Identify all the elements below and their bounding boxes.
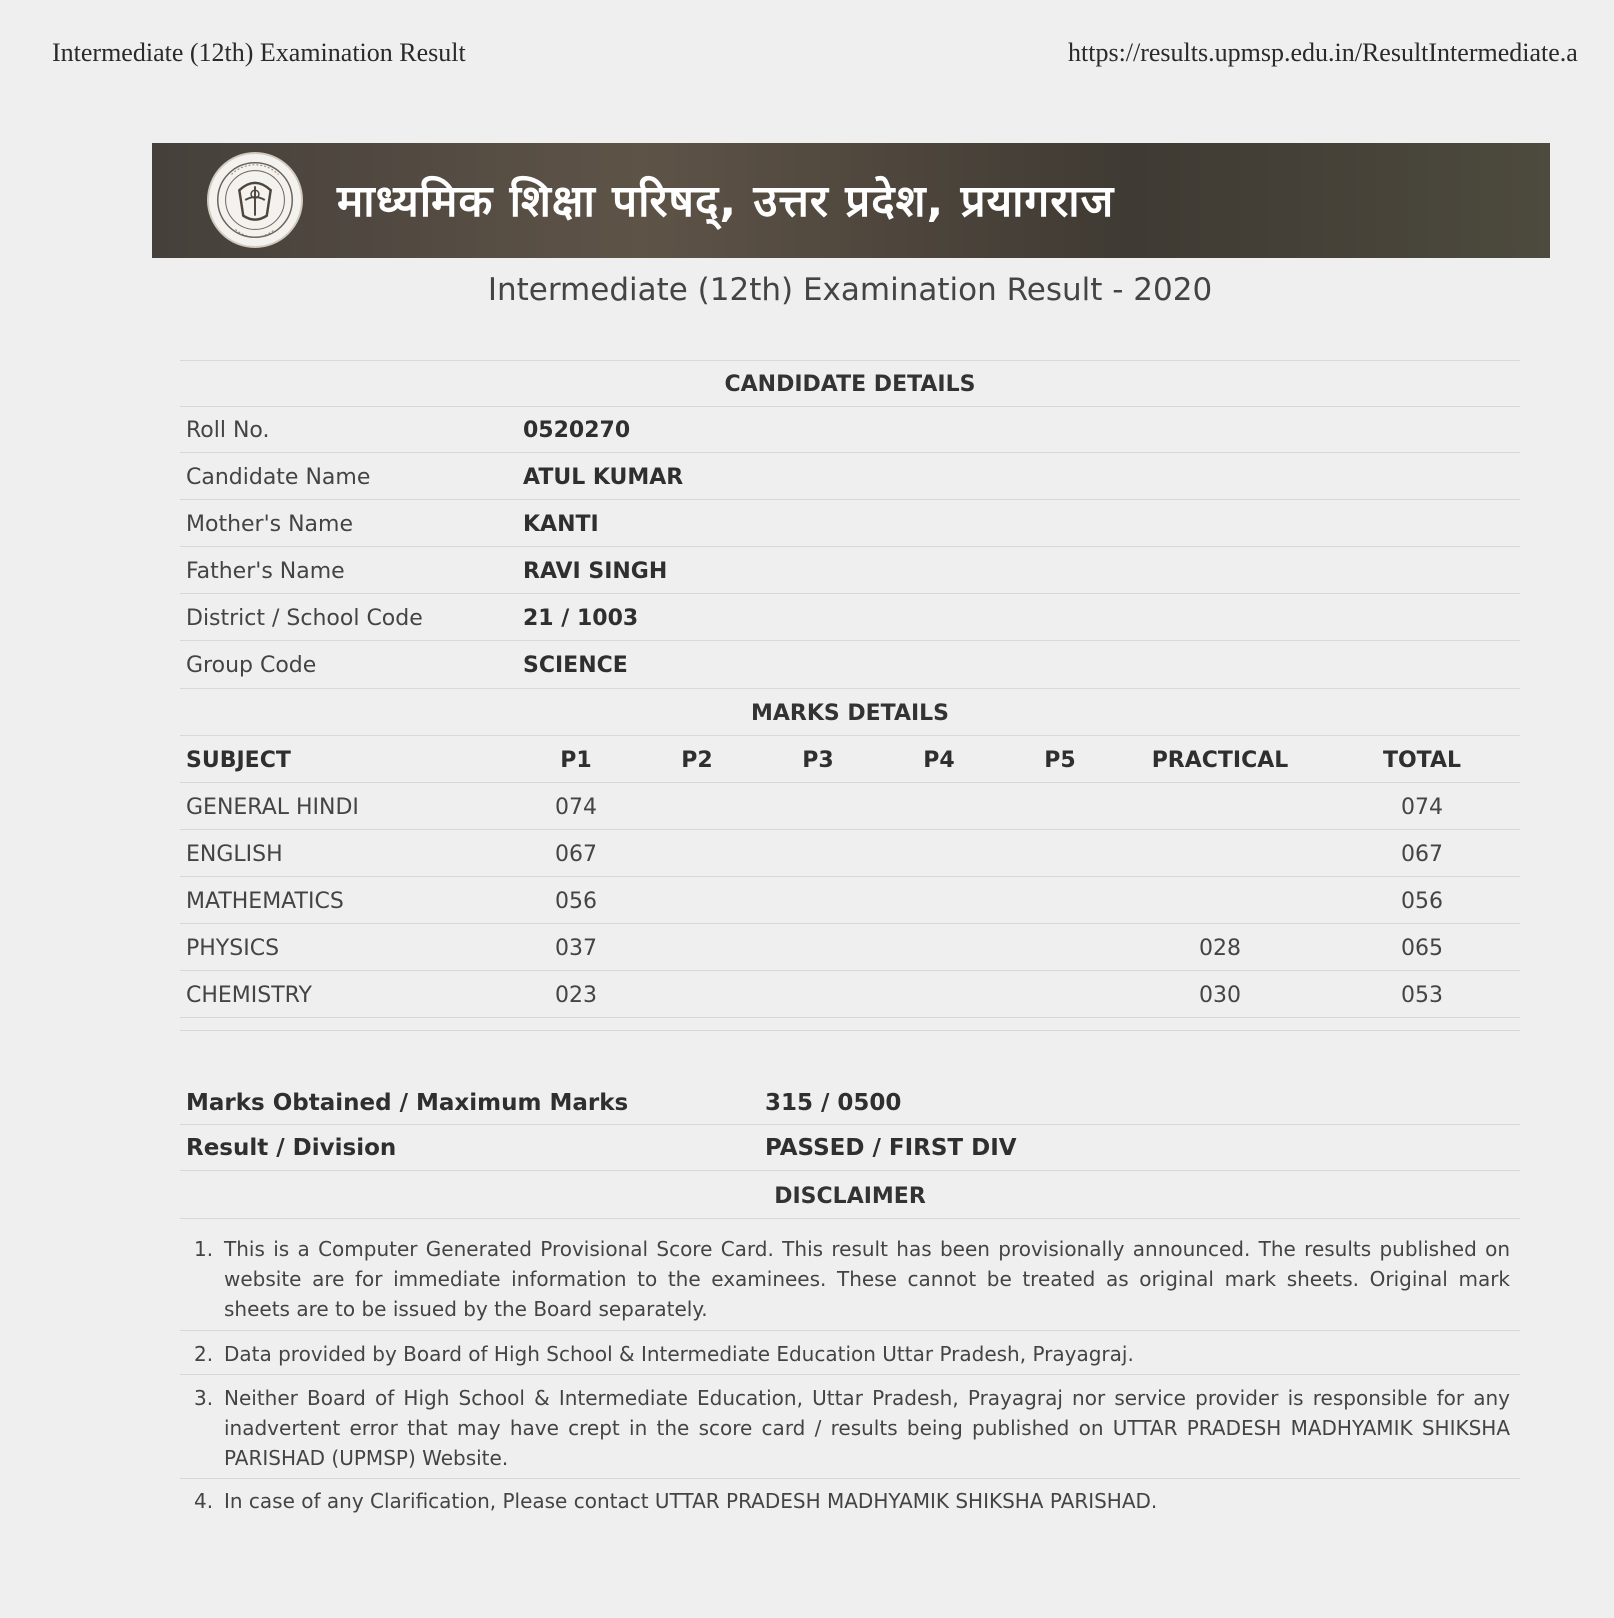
divider xyxy=(180,1478,1520,1479)
marks-cell-p1: 067 xyxy=(555,842,597,867)
marks-cell-p1: 056 xyxy=(555,889,597,914)
group-code-label: Group Code xyxy=(186,653,317,678)
marks-cell-total: 067 xyxy=(1401,842,1443,867)
disclaimer-number: 1. xyxy=(194,1237,214,1261)
column-header-subject: SUBJECT xyxy=(186,748,291,773)
divider xyxy=(180,1030,1520,1031)
divider xyxy=(180,1170,1520,1171)
marks-cell-subject: ENGLISH xyxy=(186,842,283,867)
divider xyxy=(180,782,1520,783)
column-header-p3: P3 xyxy=(802,748,834,773)
candidate-name-value: ATUL KUMAR xyxy=(523,465,684,490)
disclaimer-number: 3. xyxy=(194,1386,214,1410)
marks-cell-p1: 023 xyxy=(555,983,597,1008)
marks-cell-subject: CHEMISTRY xyxy=(186,983,312,1008)
page-title: Intermediate (12th) Examination Result - 2020 xyxy=(487,272,1213,308)
marks-cell-total: 074 xyxy=(1401,795,1443,820)
marks-cell-p1: 074 xyxy=(555,795,597,820)
divider xyxy=(180,640,1520,641)
mother-name-value: KANTI xyxy=(523,512,599,537)
roll-no-label: Roll No. xyxy=(186,418,270,443)
divider xyxy=(180,360,1520,361)
district-school-code-label: District / School Code xyxy=(186,606,423,631)
result-division-label: Result / Division xyxy=(186,1135,397,1161)
column-header-practical: PRACTICAL xyxy=(1151,748,1289,773)
marks-obtained-label: Marks Obtained / Maximum Marks xyxy=(186,1090,629,1116)
column-header-total: TOTAL xyxy=(1382,748,1462,773)
board-banner xyxy=(152,143,1550,258)
roll-no-value: 0520270 xyxy=(523,418,631,443)
table-row-divider xyxy=(180,970,1520,971)
divider xyxy=(180,1374,1520,1375)
table-row-divider xyxy=(180,923,1520,924)
divider xyxy=(180,1330,1520,1331)
marks-cell-subject: GENERAL HINDI xyxy=(186,795,359,820)
marks-details-heading: MARKS DETAILS xyxy=(750,701,950,726)
marks-cell-subject: MATHEMATICS xyxy=(186,889,344,914)
board-name-hindi: माध्यमिक शिक्षा परिषद्, उत्तर प्रदेश, प्रयागराज xyxy=(337,176,1115,227)
disclaimer-item xyxy=(194,1234,1510,1324)
marks-cell-total: 053 xyxy=(1401,983,1443,1008)
marks-cell-total: 065 xyxy=(1401,936,1443,961)
print-header-title: Intermediate (12th) Examination Result xyxy=(52,38,466,67)
table-row-divider xyxy=(180,1017,1520,1018)
divider xyxy=(180,406,1520,407)
column-header-p4: P4 xyxy=(923,748,955,773)
disclaimer-number: 2. xyxy=(194,1342,214,1366)
marks-cell-total: 056 xyxy=(1401,889,1443,914)
father-name-value: RAVI SINGH xyxy=(523,559,668,584)
divider xyxy=(180,499,1520,500)
column-header-p1: P1 xyxy=(560,748,592,773)
marks-obtained-value: 315 / 0500 xyxy=(765,1090,902,1116)
district-school-code-value: 21 / 1003 xyxy=(523,606,639,631)
divider xyxy=(180,593,1520,594)
divider xyxy=(180,1218,1520,1219)
disclaimer-number: 4. xyxy=(194,1489,214,1513)
disclaimer-text: In case of any Clarification, Please contact UTTAR PRADESH MADHYAMIK SHIKSHA PARISHAD. xyxy=(224,1489,1158,1513)
print-header-url: https://results.upmsp.edu.in/ResultIntermediate.a xyxy=(1068,38,1578,67)
marks-cell-p1: 037 xyxy=(555,936,597,961)
disclaimer-item xyxy=(194,1339,1510,1369)
column-header-p2: P2 xyxy=(681,748,713,773)
divider xyxy=(180,452,1520,453)
table-row-divider xyxy=(180,829,1520,830)
marks-cell-subject: PHYSICS xyxy=(186,936,280,961)
table-row-divider xyxy=(180,876,1520,877)
disclaimer-text: Neither Board of High School & Intermediate Education, Uttar Pradesh, Prayagraj nor service provider is responsible for any inadvertent error that may have crept in the score card / results being published on UTTAR PRADESH MADHYAMIK SHIKSHA PARISHAD (UPMSP) Website. xyxy=(224,1386,1510,1470)
mother-name-label: Mother's Name xyxy=(186,512,353,537)
group-code-value: SCIENCE xyxy=(523,653,628,678)
father-name-label: Father's Name xyxy=(186,559,345,584)
candidate-details-heading: CANDIDATE DETAILS xyxy=(724,372,976,397)
marks-cell-practical: 028 xyxy=(1199,936,1241,961)
up-government-seal-icon xyxy=(206,151,304,249)
divider xyxy=(180,546,1520,547)
disclaimer-text: Data provided by Board of High School & Intermediate Education Uttar Pradesh, Prayagraj. xyxy=(224,1342,1134,1366)
disclaimer-text: This is a Computer Generated Provisional Score Card. This result has been provisionally announced. The results published on website are for immediate information to the examinees. These cannot be treated as original mark sheets. Original mark sheets are to be issued by the Board separately. xyxy=(224,1237,1510,1321)
divider xyxy=(180,1124,1520,1125)
disclaimer-item xyxy=(194,1383,1510,1473)
disclaimer-heading: DISCLAIMER xyxy=(774,1184,926,1209)
divider xyxy=(180,688,1520,689)
disclaimer-item xyxy=(194,1486,1510,1516)
result-division-value: PASSED / FIRST DIV xyxy=(765,1135,1017,1161)
divider xyxy=(180,735,1520,736)
marks-cell-practical: 030 xyxy=(1199,983,1241,1008)
candidate-name-label: Candidate Name xyxy=(186,465,371,490)
column-header-p5: P5 xyxy=(1044,748,1076,773)
